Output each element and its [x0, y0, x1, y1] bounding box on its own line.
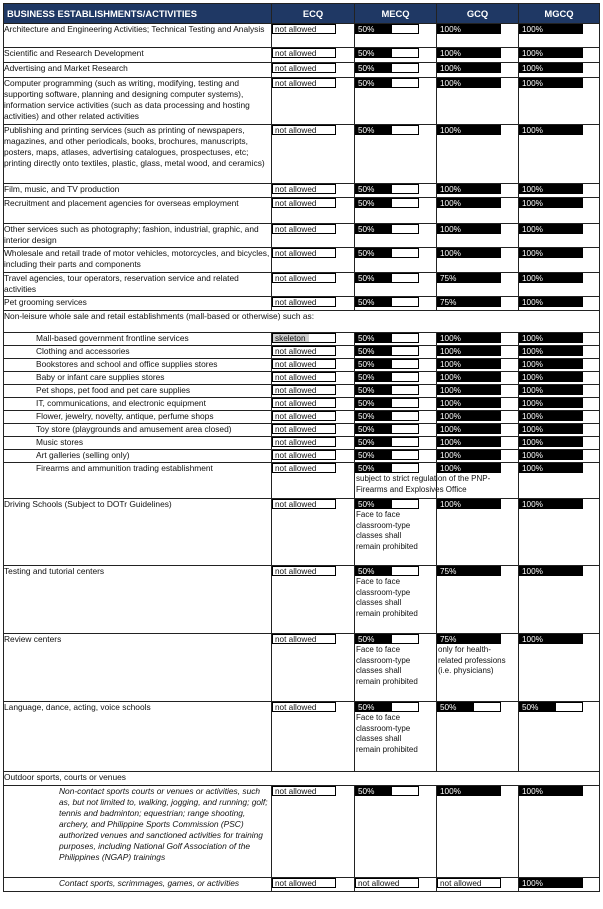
header-mecq: MECQ: [355, 4, 437, 24]
mecq-status: not allowed: [355, 878, 419, 888]
ecq-status: skeleton: [272, 333, 336, 343]
mecq-status: 50%: [355, 424, 419, 434]
gcq-status: 100%: [437, 224, 501, 234]
mgcq-status: 100%: [519, 786, 583, 796]
activity-name: IT, communications, and electronic equipment: [4, 398, 272, 411]
gcq-status: 100%: [437, 499, 501, 509]
table-row: [4, 359, 600, 372]
table-row: [4, 63, 600, 78]
gcq-status: 100%: [437, 411, 501, 421]
table-row: [4, 24, 600, 48]
mecq-status: 50%: [355, 224, 419, 234]
ecq-status: not allowed: [272, 398, 336, 408]
activity-name: Bookstores and school and office supplies stores: [4, 359, 272, 372]
table-row: [4, 385, 600, 398]
section-heading: Non-leisure whole sale and retail establishments (mall-based or otherwise) such as:: [4, 311, 600, 333]
gcq-status: 100%: [437, 372, 501, 382]
ecq-status: not allowed: [272, 78, 336, 88]
table-row: [4, 786, 600, 878]
table-row: [4, 372, 600, 385]
gcq-status: 50%: [437, 702, 501, 712]
table-row: [4, 450, 600, 463]
business-activities-table: [3, 3, 600, 892]
activity-name: Language, dance, acting, voice schools: [4, 702, 272, 772]
gcq-status: 75%: [437, 634, 501, 644]
mgcq-status: 100%: [519, 48, 583, 58]
ecq-status: not allowed: [272, 634, 336, 644]
mgcq-status: 100%: [519, 463, 583, 473]
ecq-status: not allowed: [272, 385, 336, 395]
mgcq-status: 50%: [519, 702, 583, 712]
activity-name: Wholesale and retail trade of motor vehicles, motorcycles, and bicycles, including their parts and components: [4, 248, 272, 273]
gcq-status: 75%: [437, 273, 501, 283]
mecq-status: 50%: [355, 786, 419, 796]
activity-name: Toy store (playgrounds and amusement area closed): [4, 424, 272, 437]
activity-name: Mall-based government frontline services: [4, 333, 272, 346]
activity-name: Other services such as photography; fashion, industrial, graphic, and interior design: [4, 224, 272, 248]
activity-name: Pet shops, pet food and pet care supplies: [4, 385, 272, 398]
ecq-status: not allowed: [272, 346, 336, 356]
mecq-status: 50%: [355, 78, 419, 88]
table-row: [4, 297, 600, 311]
mecq-status: 50%: [355, 372, 419, 382]
gcq-status: 100%: [437, 333, 501, 343]
mecq-status: 50%: [355, 499, 419, 509]
table-row: [4, 48, 600, 63]
activity-name: Computer programming (such as writing, modifying, testing and supporting software, planning and designing computer systems), information service activities (such as data processing and hosting activities) and other related activities: [4, 78, 272, 125]
ecq-status: not allowed: [272, 463, 336, 473]
table-row: [4, 634, 600, 702]
ecq-status: not allowed: [272, 499, 336, 509]
activity-name: Clothing and accessories: [4, 346, 272, 359]
mecq-status: 50%: [355, 198, 419, 208]
mgcq-status: 100%: [519, 878, 583, 888]
gcq-status: 75%: [437, 566, 501, 576]
mecq-status: 50%: [355, 248, 419, 258]
mgcq-status: 100%: [519, 424, 583, 434]
mecq-status: 50%: [355, 463, 419, 473]
ecq-status: not allowed: [272, 48, 336, 58]
ecq-status: not allowed: [272, 297, 336, 307]
activity-name: Pet grooming services: [4, 297, 272, 311]
ecq-status: not allowed: [272, 786, 336, 796]
mgcq-status: 100%: [519, 184, 583, 194]
mgcq-status: 100%: [519, 125, 583, 135]
gcq-status: 100%: [437, 450, 501, 460]
ecq-status: not allowed: [272, 359, 336, 369]
activity-name: Review centers: [4, 634, 272, 702]
header-gcq: GCQ: [437, 4, 519, 24]
mecq-status: 50%: [355, 359, 419, 369]
mgcq-status: 100%: [519, 273, 583, 283]
activity-name: Art galleries (selling only): [4, 450, 272, 463]
activity-name: Driving Schools (Subject to DOTr Guidelines): [4, 499, 272, 566]
gcq-status: 100%: [437, 198, 501, 208]
activity-name: Contact sports, scrimmages, games, or activities: [4, 878, 272, 892]
table-row: [4, 499, 600, 566]
activity-name: Publishing and printing services (such as printing of newspapers, magazines, and other periodicals, books, brochures, manuscripts, posters, maps, atlases, advertising catalogues, prospectuses, etc; printing directly onto textiles, plastic, glass, metal wood, and ceramics): [4, 125, 272, 184]
mgcq-status: 100%: [519, 372, 583, 382]
gcq-status: 100%: [437, 398, 501, 408]
table-row: [4, 463, 600, 499]
gcq-status: 100%: [437, 78, 501, 88]
activity-name: Firearms and ammunition trading establishment: [4, 463, 272, 499]
mgcq-status: 100%: [519, 346, 583, 356]
activity-name: Non-contact sports courts or venues or activities, such as, but not limited to, walking, jogging, and running; golf; tennis and badminton; equestrian; range shooting, archery, and Philippine Sports Commission (PSC) authorized venues and sanctioned activities for training purposes, including National Golf Association of the Philippines (NGAP) trainings: [4, 786, 272, 878]
ecq-status: not allowed: [272, 198, 336, 208]
ecq-status: not allowed: [272, 878, 336, 888]
ecq-status: not allowed: [272, 273, 336, 283]
table-row: [4, 878, 600, 892]
mecq-status: 50%: [355, 566, 419, 576]
ecq-status: not allowed: [272, 566, 336, 576]
activity-name: Travel agencies, tour operators, reservation service and related activities: [4, 273, 272, 297]
table-row: [4, 398, 600, 411]
mecq-status: 50%: [355, 24, 419, 34]
table-row: [4, 346, 600, 359]
table-row: [4, 411, 600, 424]
gcq-status: 100%: [437, 786, 501, 796]
mecq-status: 50%: [355, 346, 419, 356]
activity-name: Testing and tutorial centers: [4, 566, 272, 634]
activity-name: Flower, jewelry, novelty, antique, perfume shops: [4, 411, 272, 424]
ecq-status: not allowed: [272, 184, 336, 194]
mgcq-status: 100%: [519, 634, 583, 644]
gcq-status: 100%: [437, 346, 501, 356]
activity-name: Baby or infant care supplies stores: [4, 372, 272, 385]
table-row: [4, 224, 600, 248]
activity-name: Advertising and Market Research: [4, 63, 272, 78]
ecq-status: not allowed: [272, 125, 336, 135]
mecq-status: 50%: [355, 125, 419, 135]
mgcq-status: 100%: [519, 450, 583, 460]
mecq-note: Face to face classroom-type classes shall remain prohibited: [356, 577, 418, 618]
gcq-note: only for health-related professions (i.e. physicians): [438, 645, 506, 676]
mecq-status: 50%: [355, 63, 419, 73]
mgcq-status: 100%: [519, 297, 583, 307]
mecq-note: subject to strict regulation of the PNP-Firearms and Explosives Office: [356, 474, 491, 494]
table-row: [4, 78, 600, 125]
mecq-status: 50%: [355, 48, 419, 58]
table-row: [4, 198, 600, 224]
mecq-status: 50%: [355, 297, 419, 307]
ecq-status: not allowed: [272, 424, 336, 434]
section-heading: Outdoor sports, courts or venues: [4, 772, 600, 786]
mgcq-status: 100%: [519, 78, 583, 88]
section-row: [4, 772, 600, 786]
activity-name: Scientific and Research Development: [4, 48, 272, 63]
ecq-status: not allowed: [272, 248, 336, 258]
mgcq-status: 100%: [519, 333, 583, 343]
gcq-status: 100%: [437, 184, 501, 194]
gcq-status: 100%: [437, 48, 501, 58]
gcq-status: 100%: [437, 463, 501, 473]
gcq-status: 100%: [437, 24, 501, 34]
mgcq-status: 100%: [519, 248, 583, 258]
mgcq-status: 100%: [519, 398, 583, 408]
mecq-note: Face to face classroom-type classes shall remain prohibited: [356, 713, 418, 754]
header-activity: BUSINESS ESTABLISHMENTS/ACTIVITIES: [4, 4, 272, 24]
ecq-status: not allowed: [272, 702, 336, 712]
gcq-status: 100%: [437, 385, 501, 395]
ecq-status: not allowed: [272, 224, 336, 234]
mecq-status: 50%: [355, 398, 419, 408]
ecq-status: not allowed: [272, 437, 336, 447]
table-row: [4, 702, 600, 772]
gcq-status: 100%: [437, 437, 501, 447]
mecq-status: 50%: [355, 184, 419, 194]
table-row: [4, 424, 600, 437]
gcq-status: 100%: [437, 359, 501, 369]
mecq-status: 50%: [355, 702, 419, 712]
table-row: [4, 273, 600, 297]
mecq-status: 50%: [355, 450, 419, 460]
mgcq-status: 100%: [519, 224, 583, 234]
table-row: [4, 184, 600, 198]
gcq-status: 100%: [437, 424, 501, 434]
gcq-status: 75%: [437, 297, 501, 307]
mecq-status: 50%: [355, 411, 419, 421]
activity-name: Architecture and Engineering Activities; Technical Testing and Analysis: [4, 24, 272, 48]
gcq-status: not allowed: [437, 878, 501, 888]
table-row: [4, 248, 600, 273]
ecq-status: not allowed: [272, 24, 336, 34]
activity-name: Film, music, and TV production: [4, 184, 272, 198]
mecq-status: 50%: [355, 273, 419, 283]
header-mgcq: MGCQ: [519, 4, 600, 24]
gcq-status: 100%: [437, 63, 501, 73]
section-row: [4, 311, 600, 333]
gcq-status: 100%: [437, 125, 501, 135]
table-header: [4, 4, 600, 24]
mgcq-status: 100%: [519, 411, 583, 421]
mgcq-status: 100%: [519, 359, 583, 369]
mecq-status: 50%: [355, 333, 419, 343]
ecq-status: not allowed: [272, 411, 336, 421]
mgcq-status: 100%: [519, 566, 583, 576]
header-ecq: ECQ: [272, 4, 355, 24]
activity-name: Music stores: [4, 437, 272, 450]
mgcq-status: 100%: [519, 24, 583, 34]
mecq-note: Face to face classroom-type classes shall remain prohibited: [356, 510, 418, 551]
table-row: [4, 566, 600, 634]
table-row: [4, 437, 600, 450]
ecq-status: not allowed: [272, 63, 336, 73]
mgcq-status: 100%: [519, 198, 583, 208]
mgcq-status: 100%: [519, 437, 583, 447]
mecq-status: 50%: [355, 385, 419, 395]
ecq-status: not allowed: [272, 450, 336, 460]
mecq-status: 50%: [355, 634, 419, 644]
mecq-status: 50%: [355, 437, 419, 447]
table-row: [4, 125, 600, 184]
mgcq-status: 100%: [519, 499, 583, 509]
mgcq-status: 100%: [519, 63, 583, 73]
mgcq-status: 100%: [519, 385, 583, 395]
gcq-status: 100%: [437, 248, 501, 258]
table-row: [4, 333, 600, 346]
ecq-status: not allowed: [272, 372, 336, 382]
activity-name: Recruitment and placement agencies for overseas employment: [4, 198, 272, 224]
mecq-note: Face to face classroom-type classes shall remain prohibited: [356, 645, 418, 686]
